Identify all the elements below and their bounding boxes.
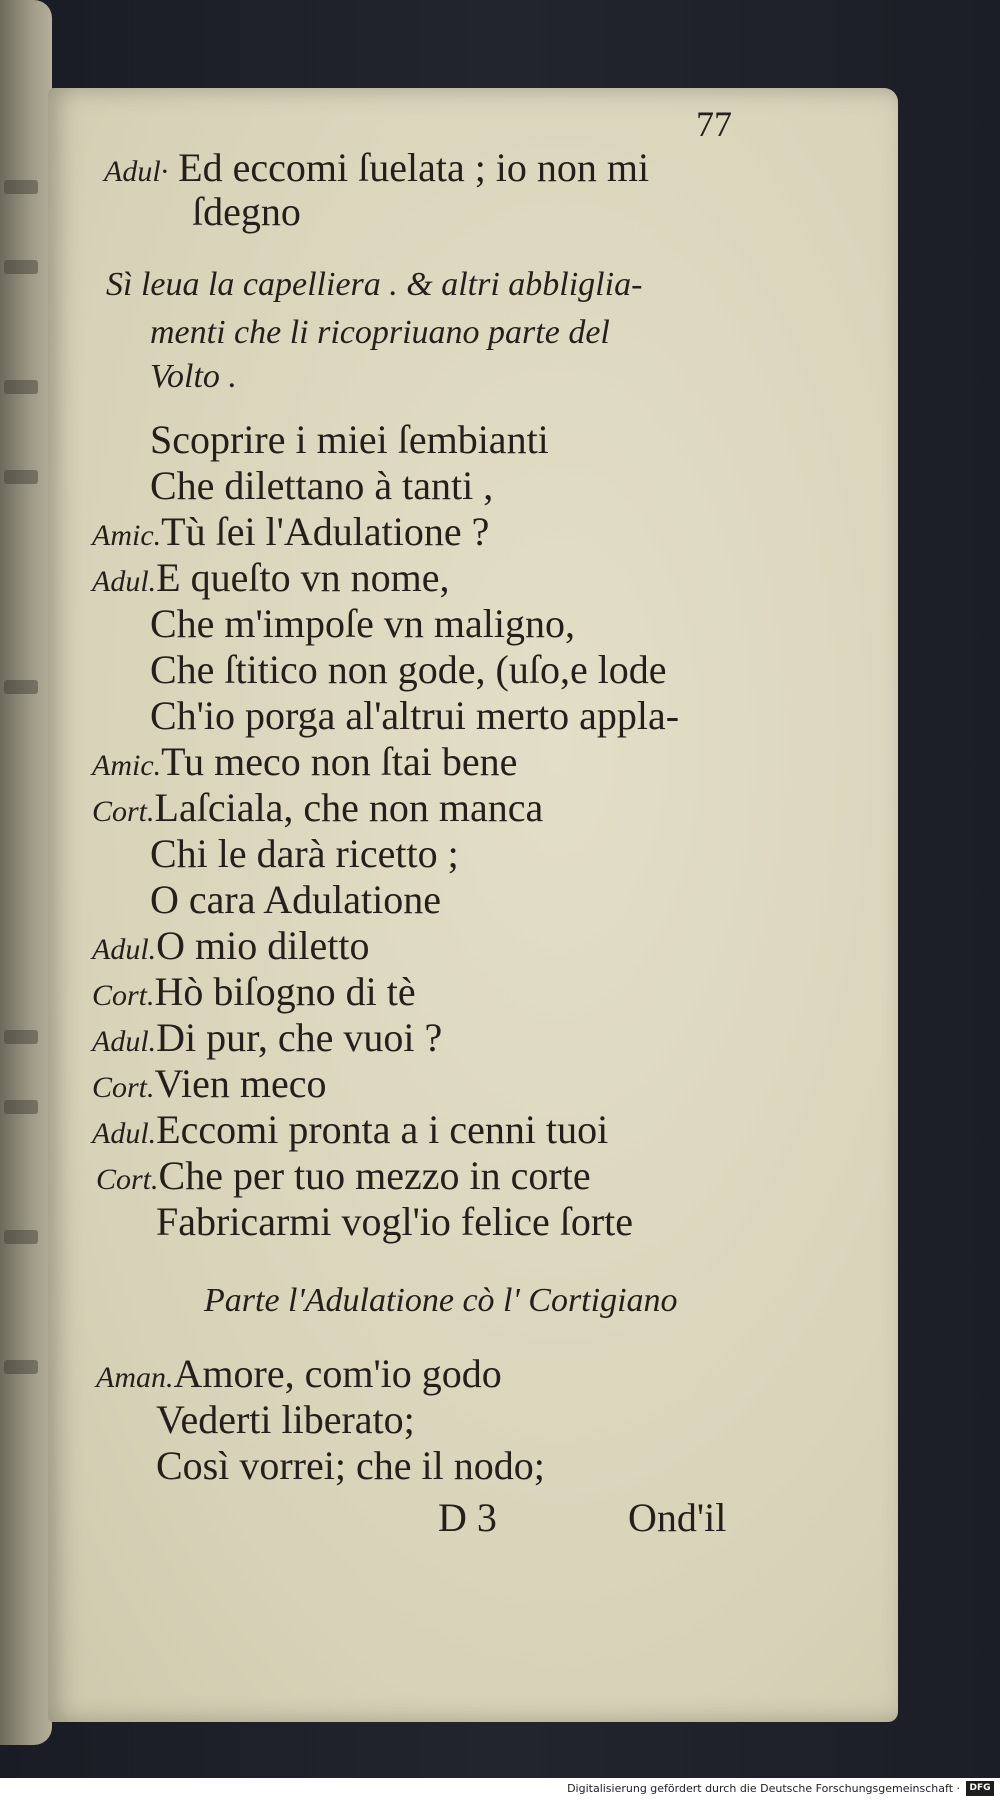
text-line: Cort.Hò biſogno di tè	[92, 969, 416, 1014]
text-line: Amic.Tu meco non ſtai bene	[92, 739, 518, 784]
signature-mark: D 3	[438, 1495, 497, 1540]
dfg-logo: DFG	[966, 1781, 994, 1796]
text-line: Che dilettano à tanti ,	[150, 463, 494, 508]
text-line: Che m'impoſe vn maligno,	[150, 601, 575, 646]
stage-direction-line: Sì leua la capelliera . & altri abbliglia-	[106, 266, 643, 303]
left-page-edge	[0, 0, 52, 1745]
footer-bar	[0, 1778, 1000, 1800]
text-line: Fabricarmi vogl'io felice ſorte	[156, 1199, 634, 1244]
text-line: Adul.O mio diletto	[92, 923, 370, 968]
text-line: Così vorrei; che il nodo;	[156, 1443, 545, 1488]
text-line: Cort.Vien meco	[92, 1061, 327, 1106]
text-line: Vederti liberato;	[156, 1397, 415, 1442]
page-number: 77	[696, 104, 732, 144]
text-line: Scoprire i miei ſembianti	[150, 417, 549, 462]
stage-direction-line: Volto .	[150, 358, 237, 395]
text-line	[192, 189, 301, 234]
text-line: Adul.Eccomi pronta a i cenni tuoi	[92, 1107, 609, 1152]
text-line: Cort.Laſciala, che non manca	[92, 785, 544, 830]
text-line: Adul.Di pur, che vuoi ?	[92, 1015, 443, 1060]
book-page	[48, 88, 898, 1722]
text-line: Adul.E queſto vn nome,	[92, 555, 450, 600]
text-line: Che ſtitico non gode, (uſo,e lode	[150, 647, 667, 692]
text-line: Ch'io porga al'altrui merto appla-	[150, 693, 680, 738]
text-line	[104, 145, 650, 190]
catchword: Ond'il	[628, 1495, 727, 1540]
stage-direction-line: Parte l'Adulatione cò l' Cortigiano	[204, 1282, 678, 1319]
line-text: Ed eccomi ſuelata ; io non mi	[178, 145, 650, 190]
line-text: ſdegno	[192, 189, 301, 234]
stage-direction-line: menti che li ricopriuano parte del	[150, 314, 610, 351]
speaker-label: Adul·	[104, 155, 169, 188]
text-line: O cara Adulatione	[150, 877, 441, 922]
text-line: Amic.Tù ſei l'Adulatione ?	[92, 509, 490, 554]
footer-credit: Digitalisierung gefördert durch die Deutsche Forschungsgemeinschaft ·	[567, 1782, 960, 1795]
text-line: Cort.Che per tuo mezzo in corte	[96, 1153, 591, 1198]
text-line: Aman.Amore, com'io godo	[96, 1351, 502, 1396]
text-line: Chi le darà ricetto ;	[150, 831, 459, 876]
